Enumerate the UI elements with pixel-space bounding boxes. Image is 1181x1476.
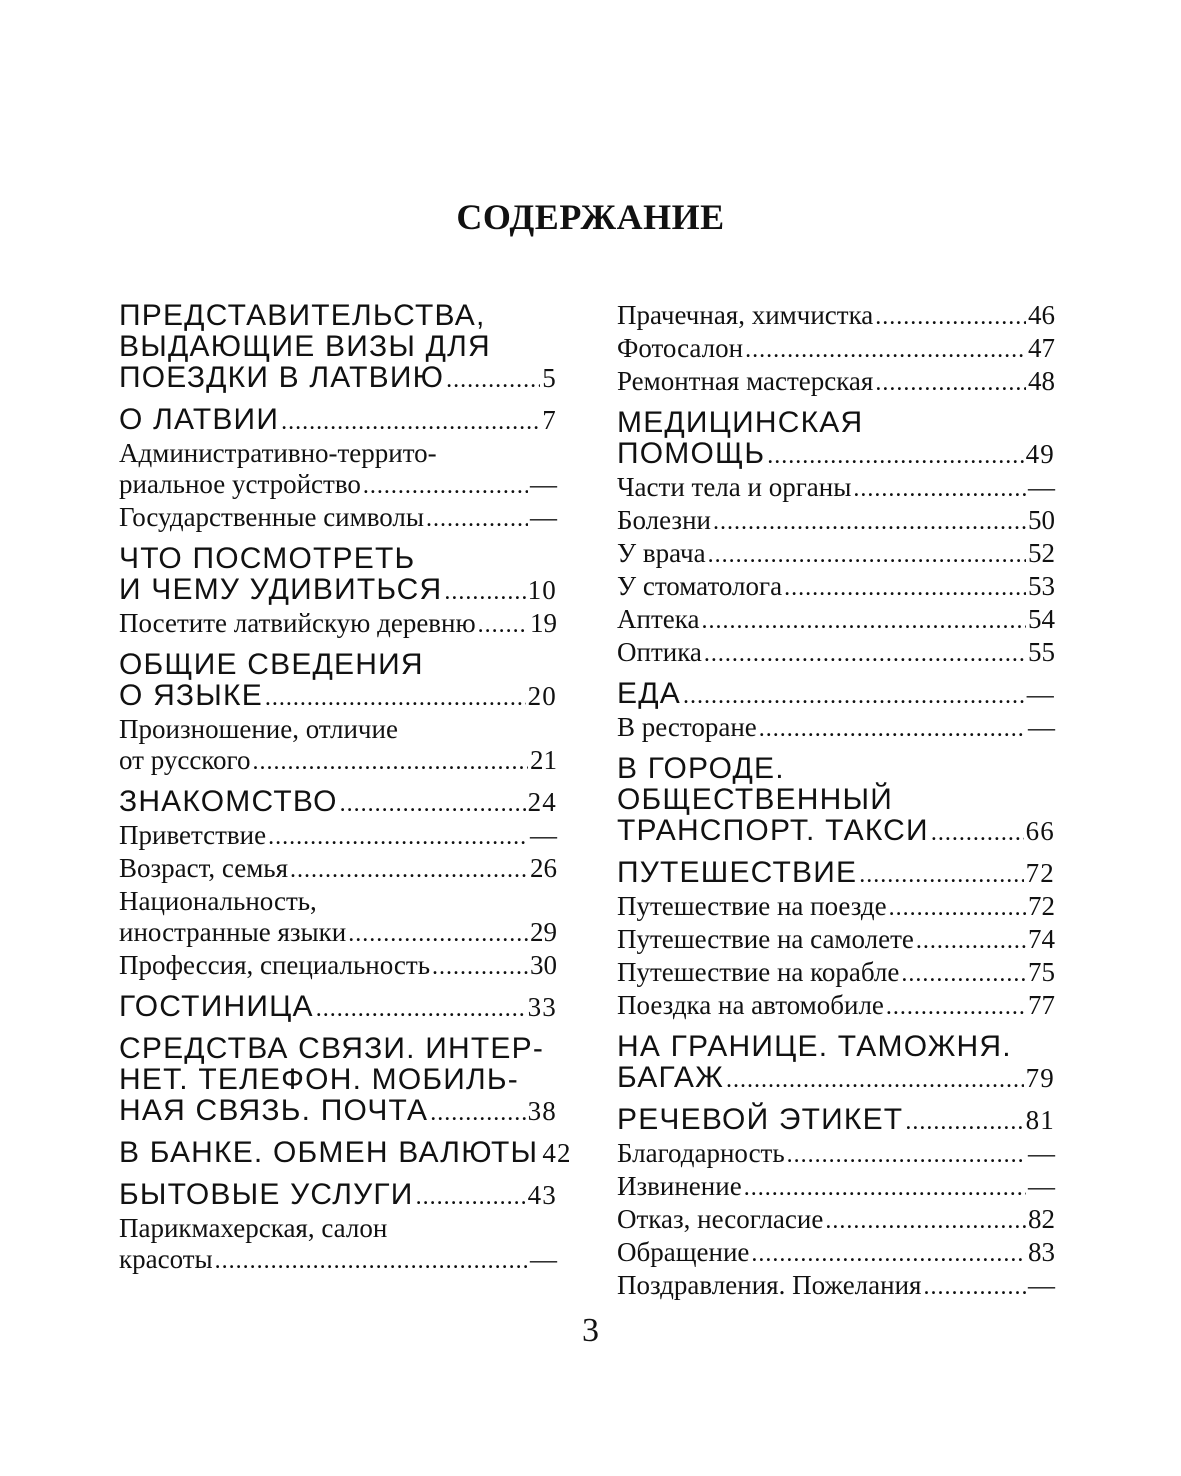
toc-item-row[interactable]	[617, 1138, 1055, 1171]
page-ref: —	[1028, 1171, 1055, 1201]
toc-item-row[interactable]	[119, 469, 557, 502]
dot-leader	[751, 1239, 1026, 1270]
page-title: СОДЕРЖАНИЕ	[456, 197, 725, 237]
dot-leader	[745, 335, 1026, 366]
toc-item-row[interactable]	[617, 571, 1055, 604]
page-ref: 38	[527, 1096, 557, 1126]
toc-item-line: Национальность,	[119, 886, 317, 916]
section-heading-row[interactable]	[617, 857, 1055, 891]
dot-leader	[478, 610, 528, 641]
toc-section	[119, 404, 557, 535]
section-heading-title: В БАНКЕ. ОБМЕН ВАЛЮТЫ	[119, 1136, 539, 1169]
toc-item-row[interactable]	[617, 924, 1055, 957]
toc-item-row[interactable]	[617, 604, 1055, 637]
toc-item-line: Произношение, отличие	[119, 714, 398, 744]
page-ref: 81	[1025, 1105, 1055, 1135]
section-heading-row[interactable]	[119, 1179, 557, 1213]
section-heading-row[interactable]	[119, 786, 557, 820]
page-ref: 72	[1028, 891, 1055, 921]
toc-section	[617, 1104, 1055, 1303]
section-heading-title: НАЯ СВЯЗЬ. ПОЧТА	[119, 1094, 429, 1127]
toc-item-title: риальное устройство	[119, 469, 361, 499]
toc-item-title: У врача	[617, 538, 706, 568]
section-heading-row[interactable]	[617, 1104, 1055, 1138]
toc-section	[119, 649, 557, 778]
section-heading-title: ГОСТИНИЦА	[119, 990, 314, 1023]
toc-item-row[interactable]	[617, 1204, 1055, 1237]
page-ref: 54	[1028, 604, 1055, 634]
dot-leader	[787, 1140, 1026, 1171]
page-ref: 24	[527, 787, 557, 817]
section-heading-title: РЕЧЕВОЙ ЭТИКЕТ	[617, 1103, 904, 1136]
dot-leader	[825, 1206, 1026, 1237]
toc-item-title: Фотосалон	[617, 333, 744, 363]
section-heading-title: О ЛАТВИИ	[119, 403, 280, 436]
toc-item-row[interactable]	[617, 538, 1055, 571]
dot-leader	[348, 919, 528, 950]
dot-leader	[416, 1182, 526, 1213]
toc-item-row[interactable]	[617, 637, 1055, 670]
section-heading-line: СРЕДСТВА СВЯЗИ. ИНТЕР-	[119, 1032, 545, 1065]
page-ref: 77	[1028, 990, 1055, 1020]
page-ref: 48	[1028, 366, 1055, 396]
dot-leader	[268, 822, 528, 853]
toc-section	[119, 1033, 557, 1129]
toc-item-title: Аптека	[617, 604, 700, 634]
toc-section	[119, 1136, 572, 1171]
dot-leader	[875, 302, 1026, 333]
page-ref: —	[1028, 1270, 1055, 1300]
toc-item-row[interactable]	[617, 990, 1055, 1023]
toc-item-title: У стоматолога	[617, 571, 783, 601]
dot-leader	[916, 926, 1026, 957]
page-ref: 30	[530, 950, 557, 980]
page-ref: 42	[542, 1138, 572, 1168]
toc-item-line: Парикмахерская, салон	[119, 1213, 388, 1243]
page-ref: —	[1028, 472, 1055, 502]
page-ref: 21	[530, 745, 557, 775]
page-ref: 55	[1028, 637, 1055, 667]
toc-item-title: Болезни	[617, 505, 711, 535]
toc-item-title: Посетите латвийскую деревню	[119, 608, 476, 638]
section-heading-line: МЕДИЦИНСКАЯ	[617, 406, 864, 439]
section-heading-row[interactable]	[617, 1062, 1055, 1096]
page-ref: —	[1026, 679, 1055, 709]
page-ref: 19	[530, 608, 557, 638]
dot-leader	[363, 471, 528, 502]
dot-leader	[215, 1246, 528, 1277]
dot-leader	[704, 639, 1026, 670]
toc-column-left	[119, 299, 572, 1285]
dot-leader	[889, 893, 1026, 924]
page-ref: —	[1028, 1138, 1055, 1168]
toc-item-row[interactable]	[617, 957, 1055, 990]
section-heading-title: ПОЕЗДКИ В ЛАТВИЮ	[119, 361, 445, 394]
toc-section	[617, 300, 1055, 399]
toc-section	[119, 1179, 557, 1277]
toc-item-row[interactable]	[617, 472, 1055, 505]
section-heading-line: ВЫДАЮЩИЕ ВИЗЫ ДЛЯ	[119, 330, 491, 363]
dot-leader	[931, 818, 1024, 849]
toc-item-row[interactable]	[119, 820, 557, 853]
section-heading-title: ЕДА	[617, 677, 681, 710]
toc-item-row[interactable]	[617, 712, 1055, 745]
dot-leader	[290, 855, 528, 886]
section-heading-title: ПУТЕШЕСТВИЕ	[617, 856, 858, 889]
dot-leader	[853, 474, 1026, 505]
toc-item-row[interactable]	[119, 608, 557, 641]
toc-section	[119, 991, 557, 1025]
section-heading-line: ЧТО ПОСМОТРЕТЬ	[119, 542, 416, 575]
dot-leader	[713, 507, 1026, 538]
section-heading-line: ПРЕДСТАВИТЕЛЬСТВА,	[119, 299, 486, 332]
section-heading-row[interactable]	[119, 362, 557, 396]
section-heading-title: И ЧЕМУ УДИВИТЬСЯ	[119, 573, 443, 606]
toc-item-title: Ремонтная мастерская	[617, 366, 874, 396]
toc-item-row[interactable]	[617, 891, 1055, 924]
toc-section	[119, 300, 557, 396]
page-ref: 53	[1028, 571, 1055, 601]
page-ref: 46	[1028, 300, 1055, 330]
toc-item-title: от русского	[119, 745, 251, 775]
dot-leader	[767, 441, 1023, 472]
page-ref: —	[530, 469, 557, 499]
toc-section	[617, 1031, 1055, 1096]
dot-leader	[759, 714, 1026, 745]
section-heading-row[interactable]	[119, 1095, 557, 1129]
toc-item-row[interactable]	[119, 1244, 557, 1277]
toc-item-title: Прачечная, химчистка	[617, 300, 874, 330]
section-heading-title: ТРАНСПОРТ. ТАКСИ	[617, 814, 929, 847]
dot-leader	[432, 952, 528, 983]
page-ref: 74	[1028, 924, 1055, 954]
page-number: 3	[582, 1312, 599, 1349]
page-ref: 75	[1028, 957, 1055, 987]
page-ref: 79	[1025, 1063, 1055, 1093]
toc-item-title: Государственные символы	[119, 502, 425, 532]
page-ref: 72	[1025, 858, 1055, 888]
dot-leader	[446, 365, 540, 396]
toc-item-row[interactable]	[119, 917, 557, 950]
toc-item-title: В ресторане	[617, 712, 757, 742]
page-ref: 47	[1028, 333, 1055, 363]
page-ref: 29	[530, 917, 557, 947]
dot-leader	[430, 1098, 525, 1129]
section-heading-row[interactable]	[617, 438, 1055, 472]
toc-item-line: Административно-террито-	[119, 438, 437, 468]
toc-item-title: Путешествие на самолете	[617, 924, 914, 954]
toc-item-row[interactable]	[617, 505, 1055, 538]
section-heading-row[interactable]	[119, 1136, 572, 1171]
dot-leader	[701, 606, 1026, 637]
toc-item-title: Приветствие	[119, 820, 267, 850]
section-heading-row[interactable]	[119, 574, 557, 608]
toc-section	[617, 678, 1055, 745]
section-heading-row[interactable]	[119, 991, 557, 1025]
dot-leader	[784, 573, 1026, 604]
toc-item-row[interactable]	[617, 1171, 1055, 1204]
dot-leader	[265, 683, 526, 714]
section-heading-title: БАГАЖ	[617, 1061, 724, 1094]
toc-section	[617, 753, 1055, 849]
dot-leader	[901, 959, 1026, 990]
toc-item-row[interactable]	[617, 1270, 1055, 1303]
section-heading-line: НА ГРАНИЦЕ. ТАМОЖНЯ.	[617, 1030, 1012, 1063]
toc-section	[617, 857, 1055, 1023]
page-ref: 82	[1028, 1204, 1055, 1234]
page-ref: 20	[527, 681, 557, 711]
toc-section	[119, 543, 557, 641]
page-ref: 49	[1025, 439, 1055, 469]
page-ref: —	[530, 820, 557, 850]
toc-item-title: Обращение	[617, 1237, 750, 1267]
dot-leader	[252, 747, 528, 778]
toc-item-row[interactable]	[119, 502, 557, 535]
section-heading-line: НЕТ. ТЕЛЕФОН. МОБИЛЬ-	[119, 1063, 519, 1096]
toc-item-row[interactable]	[617, 333, 1055, 366]
dot-leader	[426, 504, 528, 535]
toc-item-title: иностранные языки	[119, 917, 347, 947]
toc-item-title: Отказ, несогласие	[617, 1204, 824, 1234]
toc-item-row[interactable]	[617, 1237, 1055, 1270]
dot-leader	[340, 789, 526, 820]
dot-leader	[316, 994, 526, 1025]
toc-item-title: Поздравления. Пожелания	[617, 1270, 922, 1300]
toc-item-title: Части тела и органы	[617, 472, 852, 502]
toc-item-title: красоты	[119, 1244, 213, 1274]
toc-item-title: Поездка на автомобиле	[617, 990, 884, 1020]
dot-leader	[683, 681, 1025, 712]
section-heading-title: БЫТОВЫЕ УСЛУГИ	[119, 1178, 414, 1211]
section-heading-row[interactable]	[119, 680, 557, 714]
section-heading-line: В ГОРОДЕ.	[617, 752, 785, 785]
page-ref: 10	[527, 575, 557, 605]
page-ref: 7	[542, 405, 557, 435]
page-ref: 83	[1028, 1237, 1055, 1267]
page-ref: —	[530, 1244, 557, 1274]
toc-section	[617, 407, 1055, 670]
section-heading-line: ОБЩЕСТВЕННЫЙ	[617, 783, 894, 816]
toc-column-right	[617, 300, 1055, 1311]
toc-item-title: Возраст, семья	[119, 853, 289, 883]
toc-item-row[interactable]	[119, 950, 557, 983]
page-ref: —	[1028, 712, 1055, 742]
dot-leader	[444, 577, 525, 608]
toc-item-row[interactable]	[119, 745, 557, 778]
toc-item-row[interactable]	[617, 366, 1055, 399]
dot-leader	[905, 1107, 1023, 1138]
section-heading-title: ПОМОЩЬ	[617, 437, 766, 470]
dot-leader	[923, 1272, 1026, 1303]
dot-leader	[726, 1065, 1024, 1096]
page-ref: 5	[542, 363, 557, 393]
section-heading-row[interactable]	[617, 678, 1055, 712]
page-ref: 33	[527, 992, 557, 1022]
toc-item-title: Извинение	[617, 1171, 742, 1201]
dot-leader	[886, 992, 1026, 1023]
toc-section	[119, 786, 557, 983]
toc-item-title: Путешествие на поезде	[617, 891, 887, 921]
toc-item-title: Профессия, специальность	[119, 950, 431, 980]
page-ref: 26	[530, 853, 557, 883]
page-ref: 43	[527, 1180, 557, 1210]
toc-item-title: Благодарность	[617, 1138, 785, 1168]
page-ref: —	[530, 502, 557, 532]
section-heading-row[interactable]	[617, 815, 1055, 849]
dot-leader	[875, 368, 1026, 399]
dot-leader	[744, 1173, 1026, 1204]
toc-item-row[interactable]	[617, 300, 1055, 333]
page-ref: 52	[1028, 538, 1055, 568]
dot-leader	[281, 407, 540, 438]
section-heading-title: ЗНАКОМСТВО	[119, 785, 338, 818]
toc-item-title: Путешествие на корабле	[617, 957, 900, 987]
toc-item-row[interactable]	[119, 853, 557, 886]
dot-leader	[859, 860, 1023, 891]
section-heading-title: О ЯЗЫКЕ	[119, 679, 263, 712]
page-ref: 66	[1025, 816, 1055, 846]
toc-item-title: Оптика	[617, 637, 702, 667]
section-heading-line: ОБЩИЕ СВЕДЕНИЯ	[119, 648, 424, 681]
section-heading-row[interactable]	[119, 404, 557, 438]
page-ref: 50	[1028, 505, 1055, 535]
dot-leader	[708, 540, 1026, 571]
